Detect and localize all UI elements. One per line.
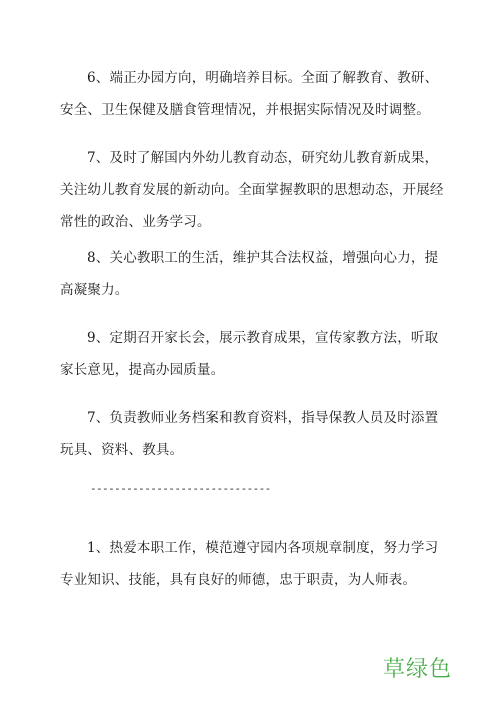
watermark-label: 草绿色	[382, 657, 452, 682]
section-divider: ------------------------------	[90, 482, 271, 495]
paragraph-item-7: 7、及时了解国内外幼儿教育动态，研究幼儿教育新成果，关注幼儿教育发展的新动向。全面掌握教职的思想动态，开展经常性的政治、业务学习。	[60, 150, 444, 230]
paragraph-item-8: 8、关心教职工的生活，维护其合法权益，增强向心力，提高凝聚力。	[60, 250, 439, 298]
paragraph-item-9: 9、定期召开家长会，展示教育成果，宣传家教方法，听取家长意见，提高办园质量。	[60, 330, 439, 378]
paragraph-item-1: 1、热爱本职工作，模范遵守园内各项规章制度，努力学习专业知识、技能，具有良好的师德，忠于职责，为人师表。	[60, 540, 439, 588]
paragraph-item-6: 6、端正办园方向，明确培养目标。全面了解教育、教研、安全、卫生保健及膳食管理情况，并根据实际情况及时调整。	[60, 70, 439, 118]
paragraph-item-7b: 7、负责教师业务档案和教育资料，指导保教人员及时添置玩具、资料、教具。	[60, 410, 439, 458]
